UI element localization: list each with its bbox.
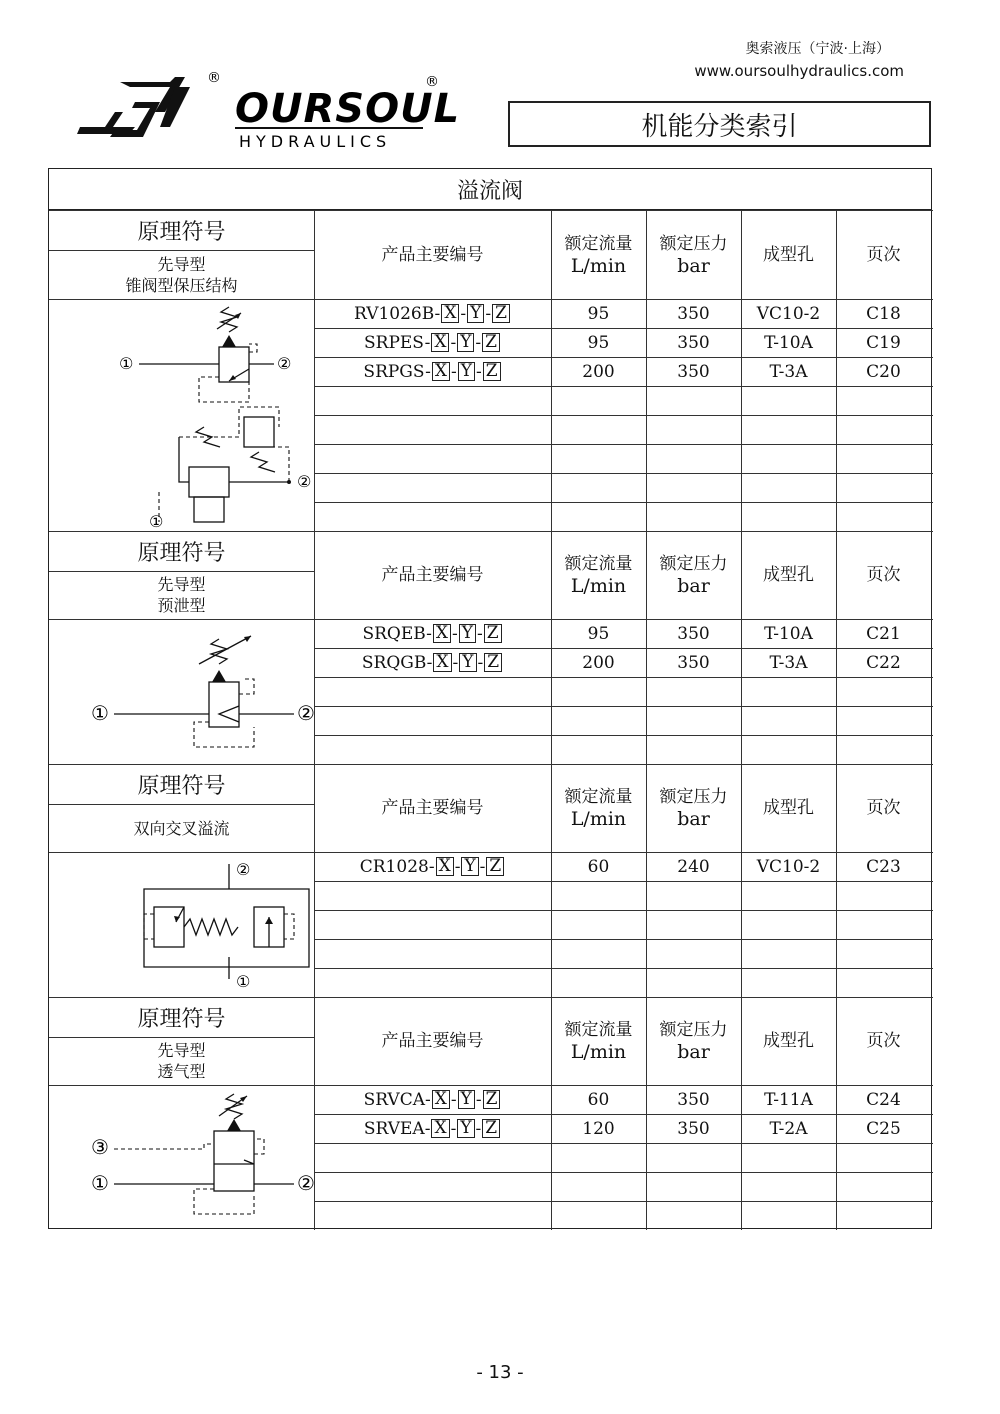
svg-text:①: ① [91,1171,109,1195]
code-prefix: SRPGS- [363,361,431,382]
code-box-y: Y [457,333,474,352]
header-pressure-unit: bar [677,575,710,597]
header-cavity-label: 成型孔 [763,798,814,818]
code-prefix: RV1026B- [354,303,441,324]
code-box-y: Y [457,1119,474,1138]
cell-flow: 95 [587,332,610,353]
code-dash: - [460,303,467,324]
code-prefix: CR1028- [359,856,435,877]
registered-mark-2: ® [425,74,439,90]
page-number: - 13 - [476,1362,524,1383]
cell-page: C23 [866,856,901,877]
header-flow-unit: L/min [570,1041,627,1063]
valve-type [49,804,314,852]
cell-flow: 200 [582,361,615,382]
code-box-z: Z [482,1119,500,1138]
cell-page: C25 [866,1118,901,1139]
vented-relief-symbol [89,1094,319,1222]
page-title: 机能分类索引 [508,101,931,147]
symbol-header: 原理符号 [137,219,226,245]
code-dash: - [477,652,484,673]
code-box-z: Z [483,362,501,381]
header-page [836,764,931,852]
cell-cavity: VC10-2 [756,303,821,324]
header-page-label: 页次 [866,1031,901,1051]
svg-text:①: ① [149,512,164,531]
header-code [314,210,551,299]
valve-type-line1: 先导型 [157,1041,206,1060]
code-prefix: SRVEA- [363,1118,431,1139]
valve-type-line2: 锥阀型保压结构 [125,275,238,295]
header-code [314,997,551,1085]
symbol-header: 原理符号 [137,773,226,799]
code-box-z: Z [492,304,510,323]
cell-page: C20 [866,361,901,382]
cell-flow: 200 [582,652,615,673]
product-code [314,852,551,881]
code-dash: - [450,1118,457,1139]
cell-flow: 120 [582,1118,615,1139]
valve-type [49,571,314,619]
product-code [314,328,551,357]
header-page [836,997,931,1085]
cell-cavity: T-10A [764,623,813,644]
header-code-label: 产品主要编号 [381,565,484,585]
product-code [314,1114,551,1143]
cell-pressure: 350 [677,303,710,324]
header-pressure [646,531,741,619]
prefill-valve-symbol [89,634,319,759]
cell-cavity: T-10A [764,332,813,353]
header-flow-unit: L/min [570,808,627,830]
valve-type-line1: 双向交叉溢流 [133,818,230,838]
product-code [314,357,551,386]
cell-page: C19 [866,332,901,353]
code-dash: - [451,361,457,382]
code-dash: - [475,332,482,353]
header-page [836,531,931,619]
header-code [314,764,551,852]
valve-type [49,1037,314,1085]
symbol-header: 原理符号 [137,540,226,566]
cell-pressure: 350 [677,332,710,353]
code-box-x: X [432,362,450,381]
header-pressure-label: 额定压力 [659,554,728,574]
cell-pressure: 350 [677,652,710,673]
code-dash: - [450,332,457,353]
code-dash: - [475,1089,482,1110]
header-code-label: 产品主要编号 [381,1031,484,1051]
svg-text:②: ② [297,701,315,725]
code-dash: - [450,1089,457,1110]
header-cavity [741,997,836,1085]
valve-type [49,250,314,299]
website-link[interactable]: www.oursoulhydraulics.com [694,62,904,80]
header-flow [551,997,646,1085]
header-flow-unit: L/min [570,575,627,597]
header-cavity-label: 成型孔 [763,1031,814,1051]
code-box-z: Z [484,653,502,672]
header-flow [551,764,646,852]
code-box-y: Y [459,624,476,643]
code-dash: - [451,623,458,644]
header-pressure [646,210,741,299]
registered-mark: ® [207,70,221,86]
header-cavity [741,764,836,852]
code-box-x: X [432,1090,450,1109]
code-box-x: X [441,304,459,323]
cell-flow: 95 [587,623,610,644]
header-code [314,531,551,619]
code-dash: - [479,856,486,877]
company-name: 奥索液压（宁波·上海） [745,41,890,57]
cell-cavity: T-3A [769,361,808,382]
product-code [314,619,551,648]
code-dash: - [476,361,482,382]
header-cavity [741,531,836,619]
code-box-x: X [431,333,449,352]
cell-cavity: T-11A [764,1089,813,1110]
code-box-z: Z [486,857,504,876]
code-box-y: Y [458,1090,475,1109]
code-box-z: Z [482,333,500,352]
table-title: 溢流阀 [49,169,931,210]
code-dash: - [476,623,483,644]
svg-text:①: ① [91,701,109,725]
code-box-x: X [433,624,451,643]
header-cavity-label: 成型孔 [763,565,814,585]
code-dash: - [452,652,459,673]
header-flow-unit: L/min [570,254,627,277]
relief-valve-symbol [99,307,312,532]
code-box-y: Y [458,362,475,381]
valve-type-line1: 先导型 [157,575,206,594]
code-dash: - [454,856,461,877]
code-prefix: SRQGB- [361,652,433,673]
header-cavity [741,210,836,299]
header-pressure-unit: bar [677,808,710,830]
header-page-label: 页次 [866,244,901,265]
cell-cavity: VC10-2 [756,856,821,877]
product-code [314,648,551,677]
code-box-z: Z [484,624,502,643]
cell-pressure: 350 [677,623,710,644]
header-pressure-unit: bar [677,254,710,277]
header-pressure-label: 额定压力 [659,1020,728,1040]
header-pressure-label: 额定压力 [659,787,728,807]
svg-text:③: ③ [91,1135,109,1159]
svg-text:②: ② [277,354,292,373]
header-flow-label: 额定流量 [564,554,633,574]
header-flow-label: 额定流量 [564,787,633,807]
code-dash: - [475,1118,482,1139]
code-box-x: X [433,653,451,672]
code-box-x: X [436,857,454,876]
valve-type-line2: 透气型 [157,1062,206,1081]
header-flow [551,531,646,619]
code-dash: - [485,303,492,324]
logo-text: OURSOUL [235,86,461,132]
oursoul-logo [75,70,461,152]
header-flow-label: 额定流量 [564,1020,633,1040]
symbol-header: 原理符号 [137,1006,226,1032]
cell-flow: 60 [587,1089,610,1110]
header-cavity-label: 成型孔 [763,244,814,265]
header-pressure-label: 额定压力 [659,233,728,254]
header-pressure [646,764,741,852]
code-box-y: Y [461,857,478,876]
product-code [314,299,551,328]
header-page [836,210,931,299]
header-code-label: 产品主要编号 [381,244,484,265]
cell-flow: 95 [587,303,610,324]
cross-relief-symbol [104,859,294,989]
svg-text:②: ② [236,860,251,879]
code-box-y: Y [459,653,476,672]
cell-page: C22 [866,652,901,673]
code-box-z: Z [483,1090,501,1109]
logo-subtext: HYDRAULICS [239,132,392,151]
svg-text:①: ① [119,354,134,373]
valve-type-line2: 预泄型 [157,596,206,615]
cell-cavity: T-3A [769,652,808,673]
code-box-x: X [431,1119,449,1138]
index-table [48,168,932,1229]
cell-pressure: 350 [677,1118,710,1139]
header-flow-label: 额定流量 [564,233,633,254]
cell-pressure: 350 [677,361,710,382]
cell-page: C21 [866,623,901,644]
code-box-y: Y [467,304,484,323]
header-pressure-unit: bar [677,1041,710,1063]
product-code [314,1085,551,1114]
cell-page: C24 [866,1089,901,1110]
header-pressure [646,997,741,1085]
header-code-label: 产品主要编号 [381,798,484,818]
svg-text:②: ② [297,1171,315,1195]
cell-cavity: T-2A [769,1118,808,1139]
header-flow [551,210,646,299]
svg-text:②: ② [297,472,312,491]
svg-text:①: ① [236,972,251,991]
cell-pressure: 240 [677,856,710,877]
cell-page: C18 [866,303,901,324]
code-prefix: SRQEB- [362,623,432,644]
cell-pressure: 350 [677,1089,710,1110]
header-page-label: 页次 [866,798,901,818]
cell-flow: 60 [587,856,610,877]
valve-type-line1: 先导型 [157,254,206,274]
header-page-label: 页次 [866,565,901,585]
code-prefix: SRVCA- [363,1089,431,1110]
code-prefix: SRPES- [364,332,431,353]
